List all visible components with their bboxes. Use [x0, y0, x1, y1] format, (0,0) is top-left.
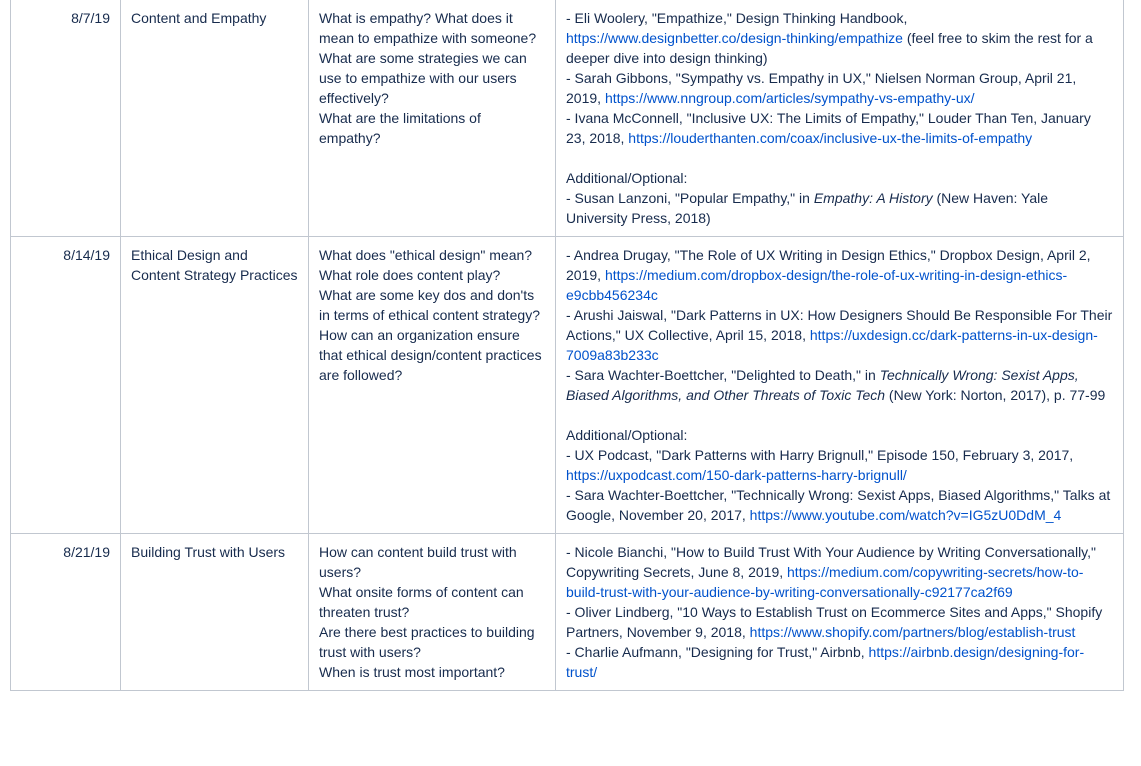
reference-link[interactable]: https://www.designbetter.co/design-thinking/empathize — [566, 30, 903, 46]
syllabus-table — [10, 0, 1124, 691]
reference-link[interactable]: https://www.shopify.com/partners/blog/establish-trust — [749, 624, 1076, 640]
book-title: Technically Wrong: Sexist Apps, Biased Algorithms, and Other Threats of Toxic Tech — [566, 367, 1079, 403]
reading-entry — [566, 68, 1113, 108]
spacer — [566, 148, 1113, 168]
reference-link[interactable]: https://uxpodcast.com/150-dark-patterns-harry-brignull/ — [566, 467, 907, 483]
discussion-question: What are some key dos and don'ts in terms of ethical content strategy? — [319, 287, 540, 323]
reading-entry — [566, 305, 1113, 365]
citation-text: - Susan Lanzoni, "Popular Empathy," in — [566, 190, 814, 206]
citation-text: - Eli Woolery, "Empathize," Design Thinking Handbook, — [566, 10, 908, 26]
reference-link[interactable]: https://uxdesign.cc/dark-patterns-in-ux-design-7009a83b233c — [566, 327, 1098, 363]
citation-text: - Nicole Bianchi, "How to Build Trust With Your Audience by Writing Conversationally," Copywriting Secrets, June 8, 2019, — [566, 544, 1096, 580]
date-cell — [11, 534, 121, 691]
citation-text: - Sarah Gibbons, "Sympathy vs. Empathy in UX," Nielsen Norman Group, April 21, 2019, — [566, 70, 1077, 106]
reference-link[interactable]: https://medium.com/copywriting-secrets/how-to-build-trust-with-your-audience-by-writing-conversationally-c92177ca2f69 — [566, 564, 1084, 600]
citation-text: - Sara Wachter-Boettcher, "Delighted to Death," in — [566, 367, 880, 383]
citation-text: - Ivana McConnell, "Inclusive UX: The Limits of Empathy," Louder Than Ten, January 23, 2018, — [566, 110, 1091, 146]
discussion-question: When is trust most important? — [319, 664, 505, 680]
discussion-question: What does "ethical design" mean? — [319, 247, 533, 263]
questions-cell — [309, 237, 556, 534]
optional-reading-entry — [566, 485, 1113, 525]
questions-cell — [309, 0, 556, 237]
reference-link[interactable]: https://medium.com/dropbox-design/the-role-of-ux-writing-in-design-ethics-e9cbb456234c — [566, 267, 1068, 303]
reading-entry — [566, 8, 1113, 68]
reference-link[interactable]: https://www.youtube.com/watch?v=IG5zU0DdM_4 — [749, 507, 1062, 523]
reading-entry — [566, 542, 1113, 602]
citation-text: - Arushi Jaiswal, "Dark Patterns in UX: How Designers Should Be Responsible For Their Actions," UX Collective, April 15, 2018, — [566, 307, 1113, 343]
discussion-question: What role does content play? — [319, 267, 501, 283]
optional-label: Additional/Optional: — [566, 427, 688, 443]
citation-text: - Oliver Lindberg, "10 Ways to Establish Trust on Ecommerce Sites and Apps," Shopify Partners, November 9, 2018, — [566, 604, 1103, 640]
date-text: 8/14/19 — [63, 247, 110, 263]
date-text: 8/21/19 — [63, 544, 110, 560]
topic-text: Ethical Design and Content Strategy Practices — [131, 247, 298, 283]
citation-text: - UX Podcast, "Dark Patterns with Harry Brignull," Episode 150, February 3, 2017, — [566, 447, 1074, 463]
citation-text: - Sara Wachter-Boettcher, "Technically Wrong: Sexist Apps, Biased Algorithms," Talks at Google, November 20, 2017, — [566, 487, 1111, 523]
table-row — [11, 0, 1124, 237]
optional-reading-entry — [566, 188, 1113, 228]
reading-entry — [566, 642, 1113, 682]
reading-entry — [566, 602, 1113, 642]
date-text: 8/7/19 — [71, 10, 110, 26]
discussion-question: What onsite forms of content can threaten trust? — [319, 584, 524, 620]
date-cell — [11, 0, 121, 237]
reading-entry — [566, 245, 1113, 305]
date-cell — [11, 237, 121, 534]
discussion-question: Are there best practices to building trust with users? — [319, 624, 535, 660]
discussion-question: How can an organization ensure that ethical design/content practices are followed? — [319, 327, 542, 383]
topic-cell — [121, 0, 309, 237]
reading-entry — [566, 108, 1113, 148]
spacer — [566, 405, 1113, 425]
table-row — [11, 534, 1124, 691]
reference-link[interactable]: https://www.nngroup.com/articles/sympathy-vs-empathy-ux/ — [604, 90, 975, 106]
citation-text: (New Haven: Yale University Press, 2018) — [566, 190, 1049, 226]
discussion-question: What are the limitations of empathy? — [319, 110, 481, 146]
book-title: Empathy: A History — [813, 190, 933, 206]
topic-text: Building Trust with Users — [131, 544, 286, 560]
discussion-question: How can content build trust with users? — [319, 544, 517, 580]
discussion-question: What are some strategies we can use to empathize with our users effectively? — [319, 50, 527, 106]
topic-cell — [121, 237, 309, 534]
readings-cell — [556, 237, 1124, 534]
citation-text: - Andrea Drugay, "The Role of UX Writing in Design Ethics," Dropbox Design, April 2, 2019, — [566, 247, 1091, 283]
discussion-question: What is empathy? What does it mean to empathize with someone? — [319, 10, 537, 46]
citation-text: - Charlie Aufmann, "Designing for Trust," Airbnb, — [566, 644, 869, 660]
optional-reading-entry — [566, 445, 1113, 485]
readings-cell — [556, 0, 1124, 237]
citation-text: (New York: Norton, 2017), p. 77-99 — [885, 387, 1106, 403]
optional-label: Additional/Optional: — [566, 170, 688, 186]
topic-cell — [121, 534, 309, 691]
citation-text: (feel free to skim the rest for a deeper dive into design thinking) — [566, 30, 1093, 66]
reading-entry — [566, 365, 1113, 405]
questions-cell — [309, 534, 556, 691]
table-row — [11, 237, 1124, 534]
readings-cell — [556, 534, 1124, 691]
reference-link[interactable]: https://airbnb.design/designing-for-trust/ — [566, 644, 1085, 680]
topic-text: Content and Empathy — [131, 10, 267, 26]
reference-link[interactable]: https://louderthanten.com/coax/inclusive-ux-the-limits-of-empathy — [628, 130, 1033, 146]
